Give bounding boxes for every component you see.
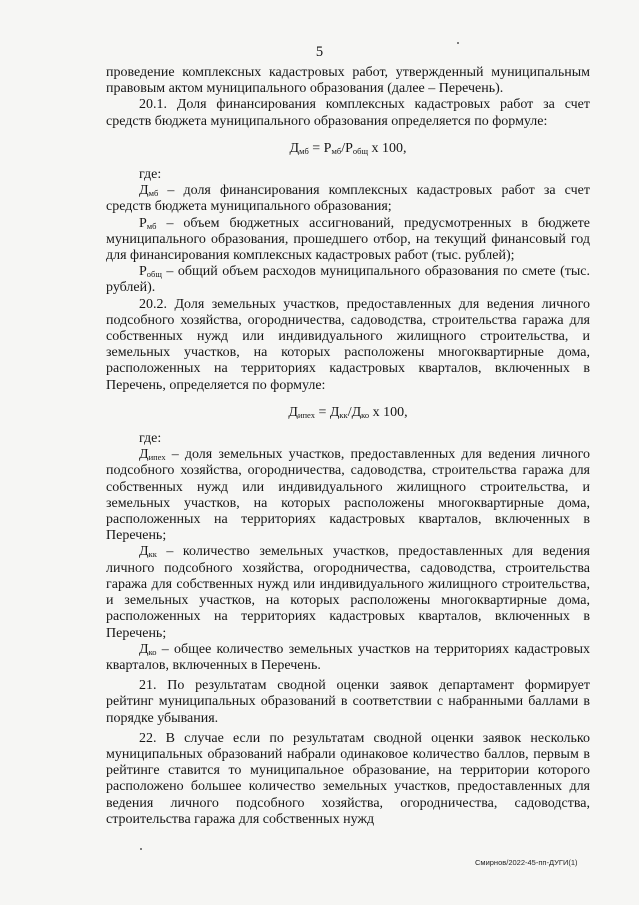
paragraph-20-1: 20.1. Доля финансирования комплексных кадастровых работ за счет средств бюджета муниципального образования определяется по формуле:	[106, 97, 590, 129]
where-label-2: где:	[139, 431, 162, 447]
document-body	[106, 65, 590, 828]
page-number: 5	[315, 44, 324, 60]
definition-d-ipeh: $Д_{ипех}$ – доля земельных участков, предоставленных для ведения личного подсобного хозяйства, огородничества, садоводства, строительства гаража для собственных нужд или индивидуального жилищного строительства, и земельных участков, на которых расположены многоквартирные дома, расположенных на территориях кадастровых кварталов, включенных в Перечень;	[106, 447, 590, 544]
paragraph-22: 22. В случае если по результатам сводной оценки заявок несколько муниципальных образований набрали одинаковое количество баллов, первым в рейтинге ставится то муниципальное образование, на территории которого расположено большее количество земельных участков, предоставленных для ведения личного подсобного хозяйства, огородничества, садоводства, строительства гаража для собственных нужд	[106, 730, 590, 827]
scan-speck	[140, 848, 142, 850]
definition-r-obsh: $Р_{общ}$ – общий объем расходов муниципального образования по смете (тыс. рублей).	[106, 264, 590, 296]
definition-r-mb: $Р_{мб}$ – объем бюджетных ассигнований, предусмотренных в бюджете муниципального образования, прошедшего отбор, на текущий финансовый год для финансирования комплексных кадастровых работ (тыс. рублей);	[106, 215, 590, 264]
paragraph-20-2: 20.2. Доля земельных участков, предоставленных для ведения личного подсобного хозяйства, огородничества, садоводства, строительства гаража для собственных нужд или индивидуального жилищного строительства, и земельных участков, на которых расположены многоквартирные дома, расположенных на территориях кадастровых кварталов, включенных в Перечень, определяется по формуле:	[106, 296, 590, 393]
footer-document-id: Смирнов/2022-45-пп-ДУГИ(1)	[475, 858, 578, 867]
formula-2: $Д_{ипех} = Д_{кк}/Д_{ко}$ x 100,	[288, 404, 408, 420]
definition-d-kk: $Д_{кк}$ – количество земельных участков, предоставленных для ведения личного подсобного хозяйства, огородничества, садоводства, строительства гаража для собственных нужд или индивидуального жилищного строительства, и земельных участков, на которых расположены многоквартирные дома, расположенных на территориях кадастровых кварталов, включенных в Перечень;	[106, 544, 590, 641]
definition-d-mb: $Д_{мб}$ – доля финансирования комплексных кадастровых работ за счет средств бюджета муниципального образования;	[106, 183, 590, 215]
where-label: где:	[139, 167, 162, 183]
paragraph-21: 21. По результатам сводной оценки заявок департамент формирует рейтинг муниципальных образований в соответствии с набранными баллами в порядке убывания.	[106, 678, 590, 726]
formula-1: $Д_{мб} = Р_{мб}/Р_{общ}$ x 100,	[289, 140, 407, 156]
scan-speck	[457, 42, 459, 44]
definition-d-ko: $Д_{ко}$ – общее количество земельных участков на территориях кадастровых кварталов, включенных в Перечень.	[106, 641, 590, 673]
paragraph-intro: проведение комплексных кадастровых работ, утвержденный муниципальным правовым актом муниципального образования (далее – Перечень).	[106, 65, 590, 97]
